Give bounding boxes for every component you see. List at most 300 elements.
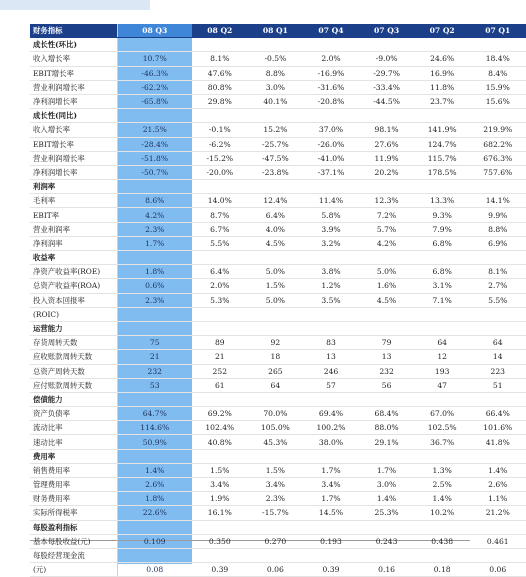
table-row (30, 137, 526, 151)
period-value: 88.0% (359, 421, 415, 435)
period-value: 4.2% (359, 236, 415, 250)
period-value: 223 (470, 364, 526, 378)
section-title: 成长性(环比) (30, 38, 117, 52)
period-value: -37.1% (303, 165, 359, 179)
row-label: 净资产收益率(ROE) (30, 265, 117, 279)
period-value (248, 307, 304, 321)
row-label: 应收账款周转天数 (30, 350, 117, 364)
selected-period-value: 64.7% (117, 407, 192, 421)
period-value (470, 307, 526, 321)
period-value: 3.4% (248, 478, 304, 492)
period-value: 124.7% (414, 137, 470, 151)
selected-period-value: -50.7% (117, 165, 192, 179)
selected-period-value: 22.6% (117, 506, 192, 520)
period-value: -33.4% (359, 80, 415, 94)
period-value: 5.3% (192, 293, 248, 307)
period-value: 68.4% (359, 407, 415, 421)
empty-cell (414, 109, 470, 123)
period-value: 252 (192, 364, 248, 378)
empty-cell (192, 520, 248, 534)
table-row (30, 478, 526, 492)
table-row (30, 52, 526, 66)
empty-cell (192, 321, 248, 335)
table-row (30, 123, 526, 137)
period-value: 3.1% (414, 279, 470, 293)
period-value: 64 (248, 378, 304, 392)
period-value: 21.2% (470, 506, 526, 520)
period-value: 41.8% (470, 435, 526, 449)
period-value (303, 548, 359, 562)
row-label: 收入增长率 (30, 123, 117, 137)
selected-period-value: 232 (117, 364, 192, 378)
column-header-indicator[interactable]: 财务指标 (30, 24, 117, 38)
period-value: 89 (192, 336, 248, 350)
period-value: 14.5% (303, 506, 359, 520)
empty-cell (192, 38, 248, 52)
period-value: 115.7% (414, 151, 470, 165)
table-row (30, 307, 526, 321)
period-value: 7.1% (414, 293, 470, 307)
empty-cell (470, 520, 526, 534)
period-value: 0.06 (470, 563, 526, 577)
empty-cell (359, 109, 415, 123)
period-value: 36.7% (414, 435, 470, 449)
section-title: 偿债能力 (30, 392, 117, 406)
period-value: 11.4% (303, 194, 359, 208)
selected-period-value: -46.3% (117, 66, 192, 80)
table-row (30, 435, 526, 449)
table-row (30, 463, 526, 477)
table-row (30, 563, 526, 577)
table-row (30, 364, 526, 378)
table-row (30, 222, 526, 236)
period-value: 105.0% (248, 421, 304, 435)
period-value: 8.8% (248, 66, 304, 80)
empty-cell (414, 392, 470, 406)
period-value: 0.39 (303, 563, 359, 577)
section-title: 费用率 (30, 449, 117, 463)
table-row (30, 378, 526, 392)
empty-cell (117, 251, 192, 265)
period-value: 5.0% (248, 293, 304, 307)
table-row (30, 165, 526, 179)
table-row (30, 265, 526, 279)
row-label: 存货周转天数 (30, 336, 117, 350)
column-header-period[interactable]: 07 Q1 (470, 24, 526, 38)
period-value: -25.7% (248, 137, 304, 151)
selected-period-value: 0.6% (117, 279, 192, 293)
table-row (30, 279, 526, 293)
period-value (192, 307, 248, 321)
empty-cell (359, 392, 415, 406)
table-header-row (30, 24, 526, 38)
selected-period-value: -65.8% (117, 94, 192, 108)
period-value: 0.438 (414, 534, 470, 548)
period-value: 57 (303, 378, 359, 392)
period-value: -23.8% (248, 165, 304, 179)
period-value: 12.4% (248, 194, 304, 208)
period-value: -0.5% (248, 52, 304, 66)
period-value: 100.2% (303, 421, 359, 435)
empty-cell (117, 38, 192, 52)
selected-period-value (117, 548, 192, 562)
period-value (414, 307, 470, 321)
period-value: 15.9% (470, 80, 526, 94)
selected-period-value: -51.8% (117, 151, 192, 165)
column-header-period[interactable]: 07 Q3 (359, 24, 415, 38)
period-value: 13 (303, 350, 359, 364)
row-label: 每股经营现金流 (30, 548, 117, 562)
period-value: 21 (192, 350, 248, 364)
section-title: 收益率 (30, 251, 117, 265)
empty-cell (192, 180, 248, 194)
section-header-row (30, 520, 526, 534)
period-value: 3.4% (303, 478, 359, 492)
period-value: 98.1% (359, 123, 415, 137)
column-header-period[interactable]: 08 Q3 (117, 24, 192, 38)
selected-period-value: 0.109 (117, 534, 192, 548)
period-value (303, 307, 359, 321)
period-value: 8.1% (470, 265, 526, 279)
period-value: 6.8% (414, 265, 470, 279)
period-value: 37.0% (303, 123, 359, 137)
empty-cell (192, 251, 248, 265)
period-value: 6.4% (192, 265, 248, 279)
period-value: 64 (414, 336, 470, 350)
period-value: 232 (359, 364, 415, 378)
period-value: 5.5% (470, 293, 526, 307)
period-value: 45.3% (248, 435, 304, 449)
period-value: 265 (248, 364, 304, 378)
period-value: -9.0% (359, 52, 415, 66)
period-value: 1.5% (192, 463, 248, 477)
empty-cell (303, 180, 359, 194)
period-value: -6.2% (192, 137, 248, 151)
period-value: -26.0% (303, 137, 359, 151)
empty-cell (359, 180, 415, 194)
table-row (30, 336, 526, 350)
period-value (248, 548, 304, 562)
empty-cell (192, 449, 248, 463)
period-value: 20.2% (359, 165, 415, 179)
empty-cell (117, 321, 192, 335)
period-value: 0.06 (248, 563, 304, 577)
period-value: 0.193 (303, 534, 359, 548)
period-value: 6.9% (470, 236, 526, 250)
period-value: -0.1% (192, 123, 248, 137)
selected-period-value: 21.5% (117, 123, 192, 137)
selected-period-value: 0.08 (117, 563, 192, 577)
period-value: -15.2% (192, 151, 248, 165)
empty-cell (359, 449, 415, 463)
selected-period-value: 1.7% (117, 236, 192, 250)
period-value: 10.2% (414, 506, 470, 520)
selected-period-value: 8.6% (117, 194, 192, 208)
table-row (30, 66, 526, 80)
period-value (192, 548, 248, 562)
section-header-row (30, 38, 526, 52)
period-value: 40.1% (248, 94, 304, 108)
period-value: 24.6% (414, 52, 470, 66)
selected-period-value: -62.2% (117, 80, 192, 94)
column-header-period[interactable]: 08 Q1 (248, 24, 304, 38)
empty-cell (470, 392, 526, 406)
period-value: 1.4% (414, 492, 470, 506)
empty-cell (248, 180, 304, 194)
period-value: 757.6% (470, 165, 526, 179)
row-label: 资产负债率 (30, 407, 117, 421)
period-value: 7.2% (359, 208, 415, 222)
selected-period-value: 4.2% (117, 208, 192, 222)
period-value: 2.5% (414, 478, 470, 492)
row-label: 财务费用率 (30, 492, 117, 506)
period-value: 5.5% (192, 236, 248, 250)
empty-cell (248, 251, 304, 265)
period-value: -15.7% (248, 506, 304, 520)
table-row (30, 293, 526, 307)
period-value: 246 (303, 364, 359, 378)
period-value: 1.7% (303, 463, 359, 477)
table-row (30, 548, 526, 562)
selected-period-value: -28.4% (117, 137, 192, 151)
period-value: 141.9% (414, 123, 470, 137)
period-value: 67.0% (414, 407, 470, 421)
period-value: 1.5% (248, 463, 304, 477)
period-value: 13.3% (414, 194, 470, 208)
period-value: 0.16 (359, 563, 415, 577)
period-value: 102.5% (414, 421, 470, 435)
column-header-period[interactable]: 07 Q2 (414, 24, 470, 38)
table-row (30, 151, 526, 165)
selected-period-value: 10.7% (117, 52, 192, 66)
period-value: -20.8% (303, 94, 359, 108)
empty-cell (359, 520, 415, 534)
period-value (359, 307, 415, 321)
empty-cell (117, 392, 192, 406)
row-label: 流动比率 (30, 421, 117, 435)
selected-period-value: 2.6% (117, 478, 192, 492)
period-value: -29.7% (359, 66, 415, 80)
period-value: 3.5% (303, 293, 359, 307)
period-value: 16.9% (414, 66, 470, 80)
section-header-row (30, 392, 526, 406)
empty-cell (192, 392, 248, 406)
period-value: 1.4% (359, 492, 415, 506)
period-value: 3.8% (303, 265, 359, 279)
period-value: 25.3% (359, 506, 415, 520)
section-header-row (30, 321, 526, 335)
period-value: 92 (248, 336, 304, 350)
period-value: 8.8% (470, 222, 526, 236)
table-row (30, 94, 526, 108)
blurred-header (0, 0, 150, 10)
empty-cell (303, 109, 359, 123)
period-value: 0.39 (192, 563, 248, 577)
period-value: 2.3% (248, 492, 304, 506)
section-header-row (30, 180, 526, 194)
period-value: 0.461 (470, 534, 526, 548)
period-value: 83 (303, 336, 359, 350)
row-label: 总资产收益率(ROA) (30, 279, 117, 293)
period-value: 66.4% (470, 407, 526, 421)
row-label: 管理费用率 (30, 478, 117, 492)
empty-cell (414, 251, 470, 265)
section-header-row (30, 109, 526, 123)
period-value: 69.2% (192, 407, 248, 421)
table-row (30, 534, 526, 548)
period-value: 6.8% (414, 236, 470, 250)
empty-cell (248, 520, 304, 534)
row-label: EBIT增长率 (30, 137, 117, 151)
period-value: -47.5% (248, 151, 304, 165)
table-row (30, 194, 526, 208)
period-value: 1.5% (248, 279, 304, 293)
period-value: 79 (359, 336, 415, 350)
period-value: 69.4% (303, 407, 359, 421)
period-value: 40.8% (192, 435, 248, 449)
empty-cell (303, 38, 359, 52)
period-value: 2.0% (192, 279, 248, 293)
period-value: 8.4% (470, 66, 526, 80)
financial-indicators-table (30, 24, 526, 577)
period-value: 0.350 (192, 534, 248, 548)
row-label: 毛利率 (30, 194, 117, 208)
empty-cell (303, 392, 359, 406)
period-value: -31.6% (303, 80, 359, 94)
row-label: 收入增长率 (30, 52, 117, 66)
period-value: 3.4% (192, 478, 248, 492)
period-value: 61 (192, 378, 248, 392)
period-value: 23.7% (414, 94, 470, 108)
table-row (30, 421, 526, 435)
section-title: 利润率 (30, 180, 117, 194)
selected-period-value: 75 (117, 336, 192, 350)
empty-cell (248, 392, 304, 406)
period-value: 1.4% (470, 463, 526, 477)
section-header-row (30, 251, 526, 265)
empty-cell (414, 449, 470, 463)
row-label: 速动比率 (30, 435, 117, 449)
row-label: EBIT增长率 (30, 66, 117, 80)
period-value: 12 (414, 350, 470, 364)
period-value: 7.9% (414, 222, 470, 236)
top-band (0, 0, 500, 24)
period-value: 11.8% (414, 80, 470, 94)
empty-cell (414, 38, 470, 52)
period-value: 29.8% (192, 94, 248, 108)
empty-cell (303, 520, 359, 534)
table-row (30, 236, 526, 250)
table-row (30, 492, 526, 506)
period-value: 2.6% (470, 478, 526, 492)
period-value: 18.4% (470, 52, 526, 66)
empty-cell (248, 38, 304, 52)
table-row (30, 80, 526, 94)
section-title: 成长性(同比) (30, 109, 117, 123)
period-value: 2.7% (470, 279, 526, 293)
period-value: 3.0% (248, 80, 304, 94)
selected-period-value: 114.6% (117, 421, 192, 435)
period-value: 1.3% (414, 463, 470, 477)
period-value (414, 548, 470, 562)
selected-period-value: 1.8% (117, 492, 192, 506)
period-value: 70.0% (248, 407, 304, 421)
period-value: -41.0% (303, 151, 359, 165)
period-value: 11.9% (359, 151, 415, 165)
empty-cell (414, 180, 470, 194)
row-label: (元) (30, 563, 117, 577)
period-value: 4.5% (359, 293, 415, 307)
section-header-row (30, 449, 526, 463)
empty-cell (359, 321, 415, 335)
empty-cell (303, 449, 359, 463)
period-value: 5.0% (359, 265, 415, 279)
period-value: 6.7% (192, 222, 248, 236)
period-value: 13 (359, 350, 415, 364)
period-value: 5.0% (248, 265, 304, 279)
period-value: 80.8% (192, 80, 248, 94)
period-value: 3.9% (303, 222, 359, 236)
period-value: 1.1% (470, 492, 526, 506)
period-value: -44.5% (359, 94, 415, 108)
period-value: 4.5% (248, 236, 304, 250)
table-row (30, 407, 526, 421)
period-value: 9.3% (414, 208, 470, 222)
selected-period-value: 21 (117, 350, 192, 364)
column-header-period[interactable]: 07 Q4 (303, 24, 359, 38)
table-row (30, 350, 526, 364)
period-value: 1.7% (359, 463, 415, 477)
period-value: 5.8% (303, 208, 359, 222)
row-label: 净利润增长率 (30, 165, 117, 179)
table-row (30, 506, 526, 520)
empty-cell (414, 520, 470, 534)
section-title: 每股盈利指标 (30, 520, 117, 534)
period-value: 56 (359, 378, 415, 392)
selected-period-value (117, 307, 192, 321)
period-value: 8.7% (192, 208, 248, 222)
period-value: 16.1% (192, 506, 248, 520)
row-label: 投入资本回报率 (30, 293, 117, 307)
selected-period-value: 1.4% (117, 463, 192, 477)
row-label: 实际所得税率 (30, 506, 117, 520)
period-value: 47 (414, 378, 470, 392)
period-value: 14.1% (470, 194, 526, 208)
empty-cell (192, 109, 248, 123)
empty-cell (117, 520, 192, 534)
empty-cell (359, 38, 415, 52)
period-value: 47.6% (192, 66, 248, 80)
empty-cell (414, 321, 470, 335)
empty-cell (470, 251, 526, 265)
period-value: 676.3% (470, 151, 526, 165)
period-value: 1.2% (303, 279, 359, 293)
column-header-period[interactable]: 08 Q2 (192, 24, 248, 38)
period-value (359, 548, 415, 562)
empty-cell (117, 180, 192, 194)
selected-period-value: 2.3% (117, 293, 192, 307)
empty-cell (470, 109, 526, 123)
period-value: 178.5% (414, 165, 470, 179)
empty-cell (248, 449, 304, 463)
period-value: 1.6% (359, 279, 415, 293)
selected-period-value: 1.8% (117, 265, 192, 279)
period-value: 1.9% (192, 492, 248, 506)
row-label: 净利润率 (30, 236, 117, 250)
period-value: 4.0% (248, 222, 304, 236)
period-value: 15.6% (470, 94, 526, 108)
period-value: -16.9% (303, 66, 359, 80)
